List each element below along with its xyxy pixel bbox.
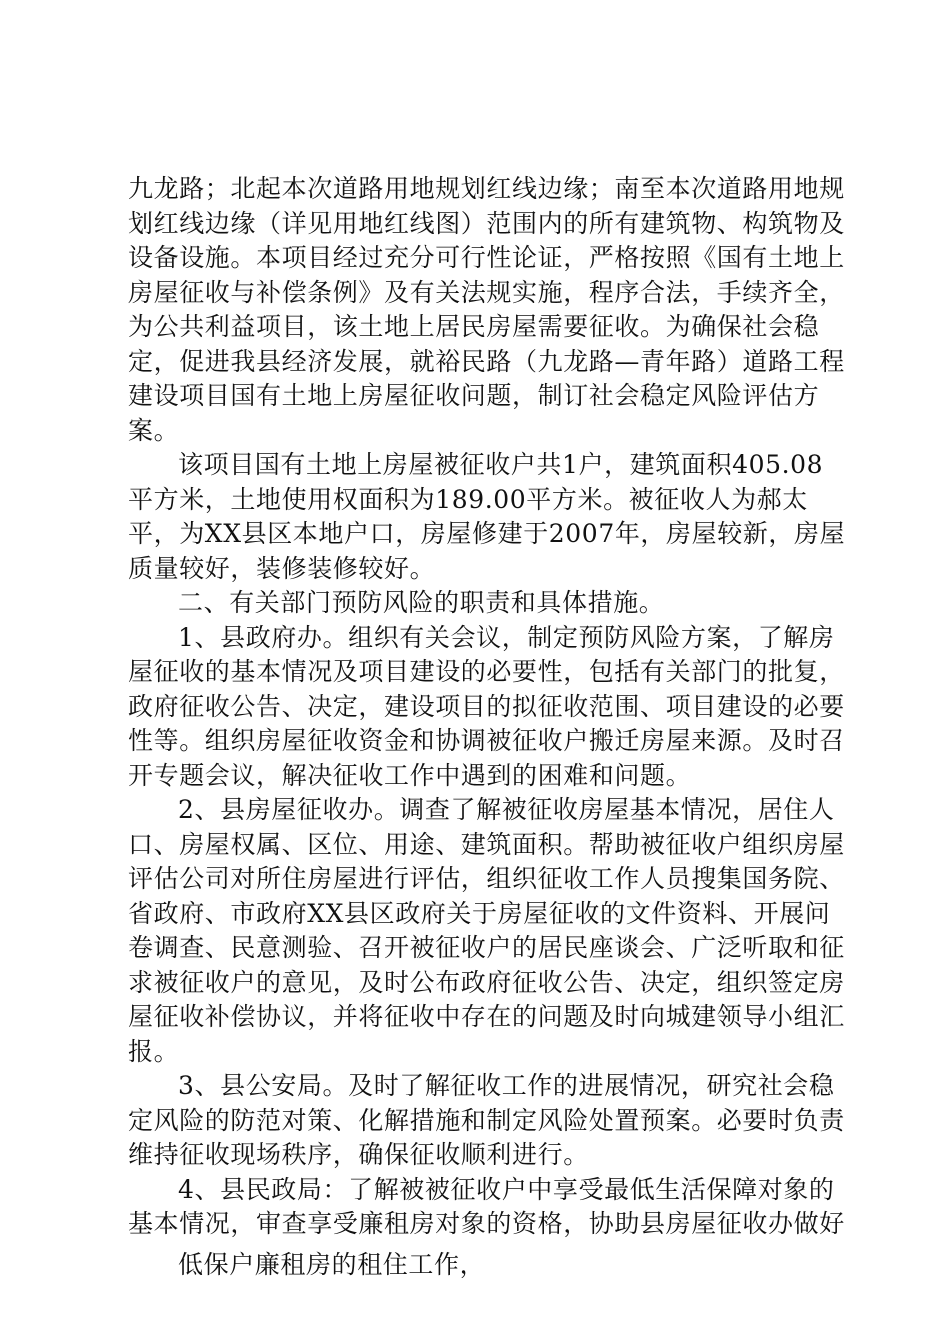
paragraph-household-info: 该项目国有土地上房屋被征收户共1户，建筑面积405.08平方米，土地使用权面积为189.00平方米。被征收人为郝太平，为XX县区本地户口，房屋修建于2007年，房屋较新，房屋质量较好，装修装修较好。 [128, 450, 846, 583]
section-heading-responsibilities: 二、有关部门预防风险的职责和具体措施。 [178, 588, 665, 617]
paragraph-housing-expropriation-office: 2、县房屋征收办。调查了解被征收房屋基本情况，居住人口、房屋权属、区位、用途、建筑面积。帮助被征收户组织房屋评估公司对所住房屋进行评估，组织征收工作人员搜集国务院、省政府、市政府XX县区政府关于房屋征收的文件资料、开展问卷调查、民意测验、召开被征收户的居民座谈会、广泛听取和征求被征收户的意见，及时公布政府征收公告、决定，组织签定房屋征收补偿协议，并将征收中存在的问题及时向城建领导小组汇报。 [128, 795, 845, 1066]
paragraph-county-government-office: 1、县政府办。组织有关会议，制定预防风险方案，了解房屋征收的基本情况及项目建设的必要性，包括有关部门的批复，政府征收公告、决定，建设项目的拟征收范围、项目建设的必要性等。组织房屋征收资金和协调被征收户搬迁房屋来源。及时召开专题会议，解决征收工作中遇到的困难和问题。 [128, 622, 845, 790]
paragraph-civil-affairs-bureau: 4、县民政局：了解被被征收户中享受最低生活保障对象的基本情况，审查享受廉租房对象的资格，协助县房屋征收办做好 [128, 1174, 845, 1238]
paragraph-public-security-bureau: 3、县公安局。及时了解征收工作的进展情况，研究社会稳定风险的防范对策、化解措施和制定风险处置预案。必要时负责维持征收现场秩序，确保征收顺利进行。 [128, 1071, 845, 1169]
document-body [128, 172, 848, 1282]
paragraph-low-income-rental: 低保户廉租房的租住工作， [178, 1249, 486, 1279]
paragraph-project-scope: 九龙路；北起本次道路用地规划红线边缘；南至本次道路用地规划红线边缘（详见用地红线图）范围内的所有建筑物、构筑物及设备设施。本项目经过充分可行性论证，严格按照《国有土地上房屋征收与补偿条例》及有关法规实施，程序合法，手续齐全，为公共利益项目，该土地上居民房屋需要征收。为确保社会稳定，促进我县经济发展，就裕民路（九龙路—青年路）道路工程建设项目国有土地上房屋征收问题，制订社会稳定风险评估方案。 [128, 174, 845, 445]
